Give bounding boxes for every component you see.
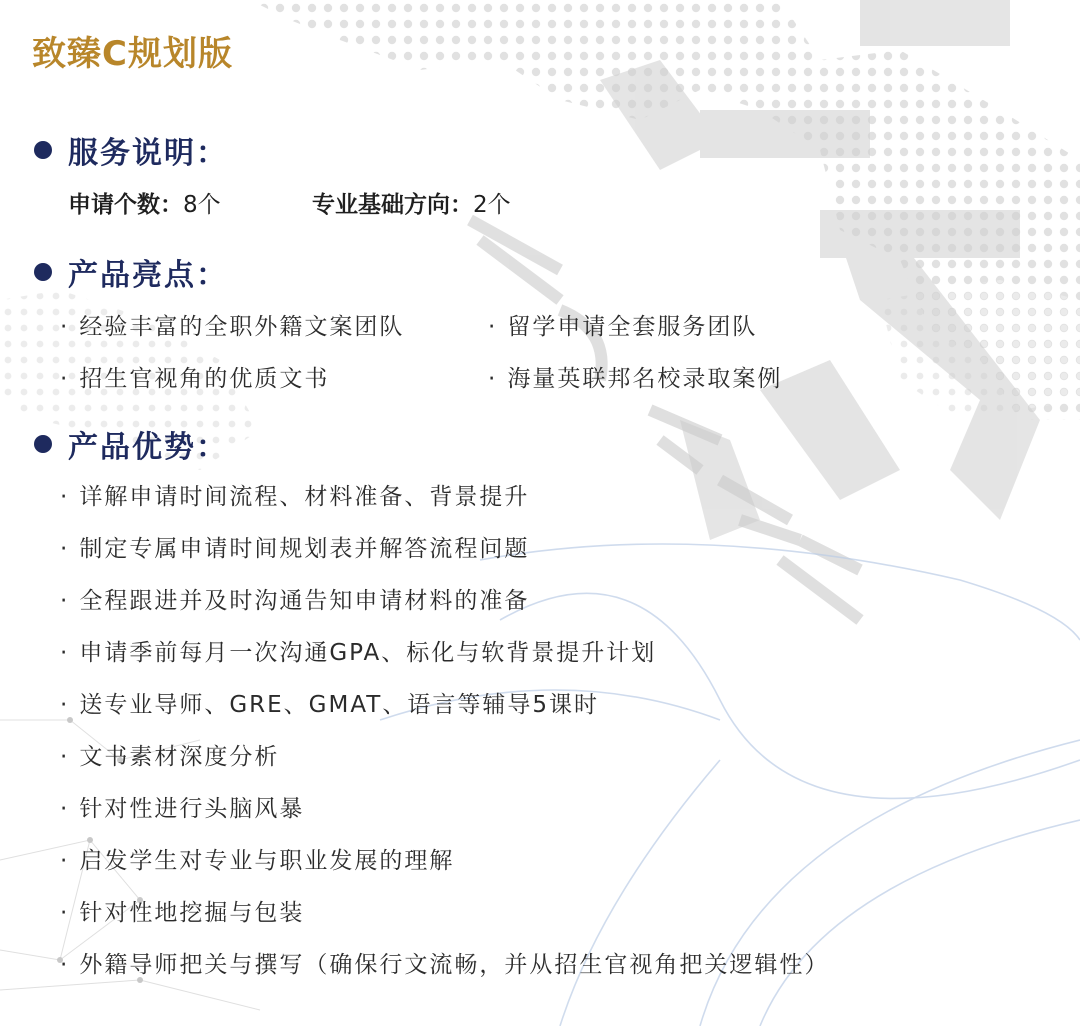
bullet-dot-icon: · [60,744,70,770]
highlight-item [60,360,329,393]
bullet-dot-icon: · [60,640,70,666]
bullet-dot-icon: · [60,692,70,718]
advantage-text: 送专业导师、GRE、GMAT、语言等辅导5课时 [79,692,599,718]
highlights-section-heading [34,250,228,294]
highlight-text: 留学申请全套服务团队 [507,314,758,340]
bullet-dot-icon: · [488,314,498,340]
bullet-dot-icon: · [488,366,498,392]
highlight-item [60,308,404,341]
advantage-item [60,946,829,998]
advantage-item [60,634,829,686]
stat-value: 2个 [473,192,511,218]
advantage-text: 外籍导师把关与撰写（确保行文流畅，并从招生官视角把关逻辑性） [79,952,830,978]
advantage-item [60,582,829,634]
page-title: 致臻C规划版 [32,34,233,74]
advantage-item [60,894,829,946]
advantages-list [60,478,829,998]
advantage-text: 针对性地挖掘与包装 [79,900,305,926]
advantage-text: 申请季前每月一次沟通GPA、标化与软背景提升计划 [79,640,657,666]
stat-label: 申请个数： [68,192,183,218]
bullet-dot-icon: · [60,900,70,926]
section-bullet-icon [34,263,52,281]
advantage-text: 详解申请时间流程、材料准备、背景提升 [79,484,530,510]
service-heading-label: 服务说明： [68,136,228,171]
advantages-section-heading [34,422,228,466]
highlight-text: 经验丰富的全职外籍文案团队 [79,314,405,340]
stat-application-count [68,186,221,219]
advantage-item [60,478,829,530]
bullet-dot-icon: · [60,536,70,562]
bullet-dot-icon: · [60,314,70,340]
advantage-item [60,738,829,790]
section-bullet-icon [34,435,52,453]
bullet-dot-icon: · [60,848,70,874]
bullet-dot-icon: · [60,484,70,510]
bullet-dot-icon: · [60,588,70,614]
highlight-item [488,308,757,341]
service-section-heading [34,128,228,172]
advantage-text: 启发学生对专业与职业发展的理解 [79,848,455,874]
bullet-dot-icon: · [60,366,70,392]
highlight-item [488,360,782,393]
advantage-text: 全程跟进并及时沟通告知申请材料的准备 [79,588,530,614]
stat-value: 8个 [183,192,221,218]
advantage-text: 制定专属申请时间规划表并解答流程问题 [79,536,530,562]
advantage-text: 文书素材深度分析 [79,744,280,770]
bullet-dot-icon: · [60,796,70,822]
advantage-text: 针对性进行头脑风暴 [79,796,305,822]
advantage-item [60,530,829,582]
advantage-item [60,686,829,738]
highlight-text: 海量英联邦名校录取案例 [507,366,783,392]
advantages-heading-label: 产品优势： [68,430,228,465]
bullet-dot-icon: · [60,952,70,978]
highlights-heading-label: 产品亮点： [68,258,228,293]
stat-label: 专业基础方向： [312,192,473,218]
advantage-item [60,842,829,894]
highlight-text: 招生官视角的优质文书 [79,366,330,392]
advantage-item [60,790,829,842]
stat-major-directions [312,186,511,219]
section-bullet-icon [34,141,52,159]
